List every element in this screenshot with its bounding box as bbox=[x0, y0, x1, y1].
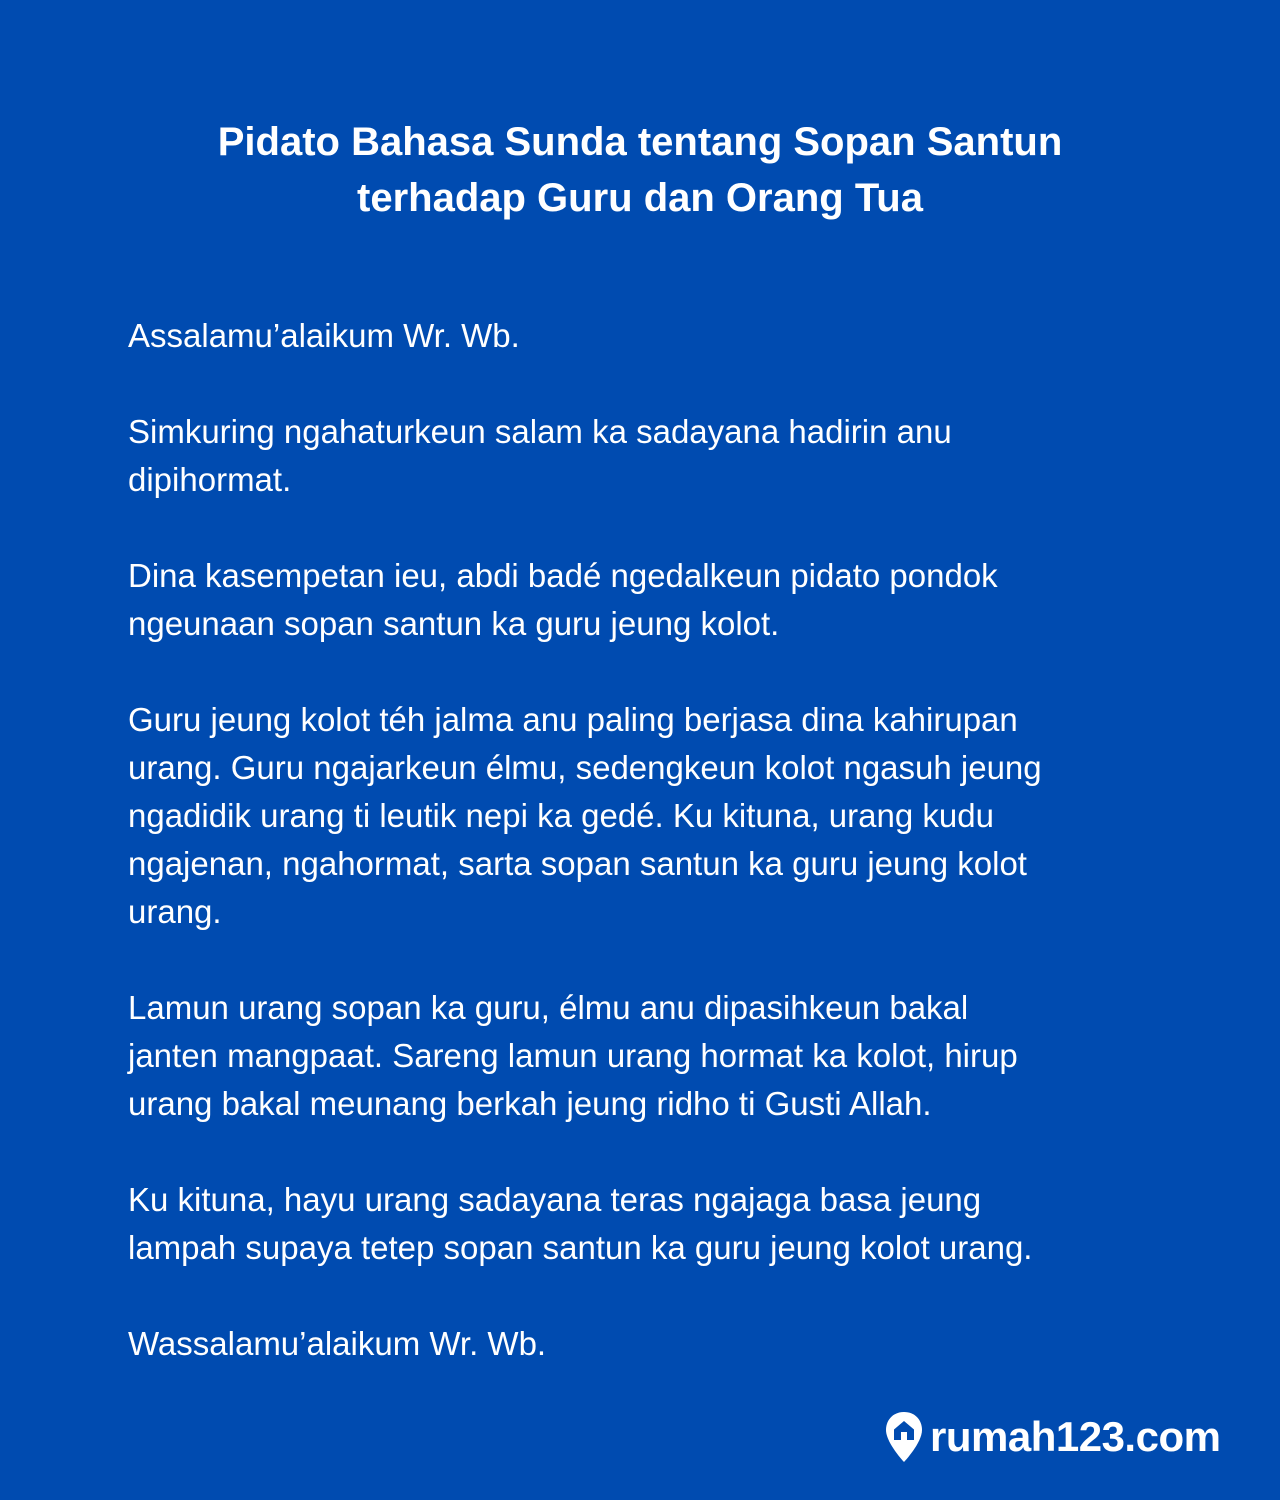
paragraph-closing: Wassalamu’alaikum Wr. Wb. bbox=[128, 1325, 547, 1362]
title-line-1: Pidato Bahasa Sunda tentang Sopan Santun bbox=[217, 120, 1063, 164]
speech-body bbox=[128, 312, 1163, 1416]
paragraph-benefits: Lamun urang sopan ka guru, élmu anu dipasihkeun bakal janten mangpaat. Sareng lamun urang hormat ka kolot, hirup urang bakal meunang berkah jeung ridho ti Gusti Allah. bbox=[128, 989, 1018, 1122]
paragraph-greeting: Assalamu’alaikum Wr. Wb. bbox=[128, 317, 520, 354]
map-pin-house-icon bbox=[884, 1410, 924, 1464]
paragraph-salutation: Simkuring ngahaturkeun salam ka sadayana hadirin anu dipihormat. bbox=[128, 413, 952, 498]
paragraph-conclusion: Ku kituna, hayu urang sadayana teras ngajaga basa jeung lampah supaya tetep sopan santun ka guru jeung kolot urang. bbox=[128, 1181, 1033, 1266]
rumah123-logo bbox=[884, 1405, 1220, 1469]
title-line-2: terhadap Guru dan Orang Tua bbox=[357, 176, 923, 220]
logo-text: rumah123.com bbox=[930, 1413, 1221, 1460]
page-title bbox=[0, 114, 1280, 226]
paragraph-introduction: Dina kasempetan ieu, abdi badé ngedalkeun pidato pondok ngeunaan sopan santun ka guru jeung kolot. bbox=[128, 557, 998, 642]
paragraph-main-point: Guru jeung kolot téh jalma anu paling berjasa dina kahirupan urang. Guru ngajarkeun élmu, sedengkeun kolot ngasuh jeung ngadidik urang ti leutik nepi ka gedé. Ku kituna, urang kudu ngajenan, ngahormat, sarta sopan santun ka guru jeung kolot urang. bbox=[128, 701, 1042, 930]
